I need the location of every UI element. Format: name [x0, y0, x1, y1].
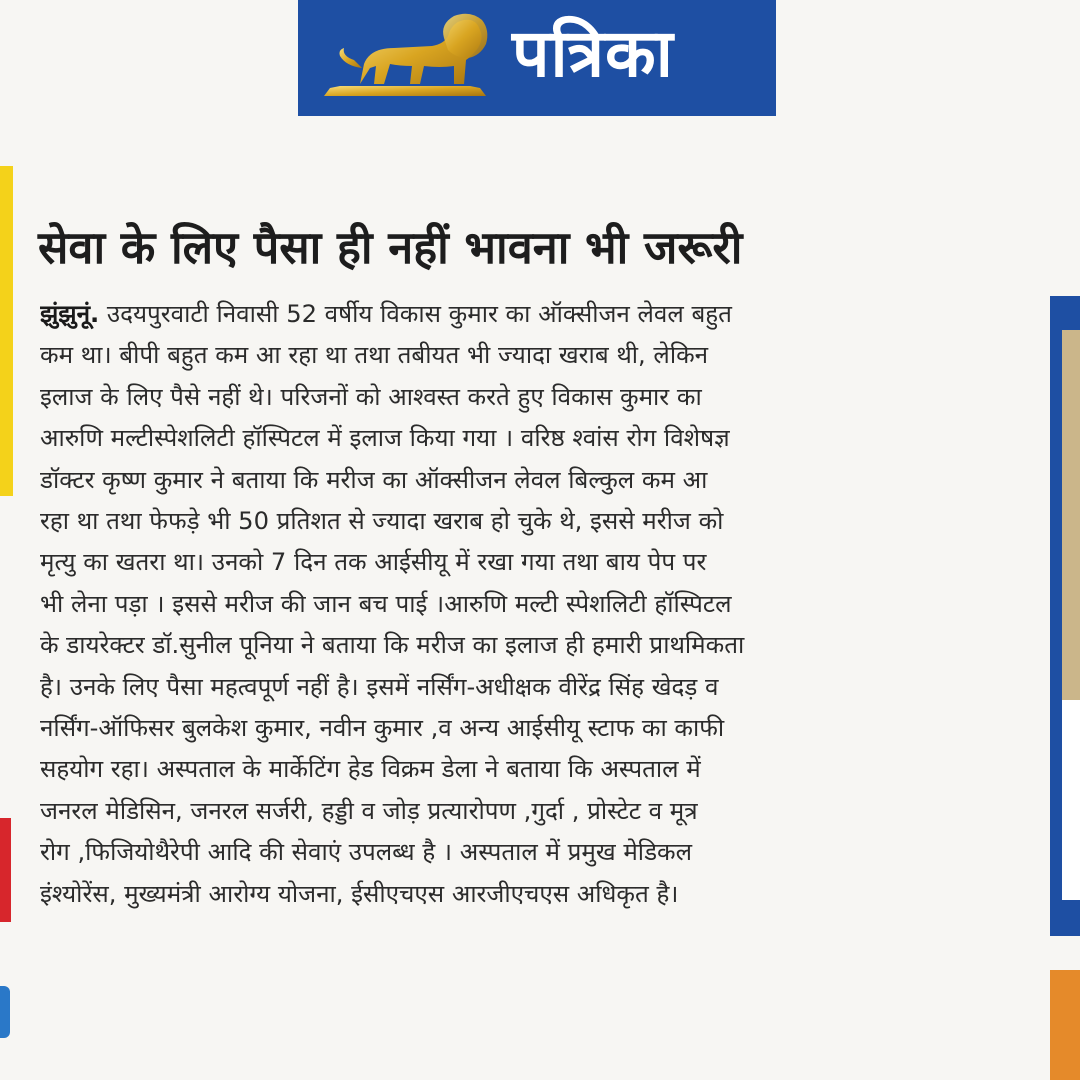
- article-line: कम था। बीपी बहुत कम आ रहा था तथा तबीयत भी ज्यादा खराब थी, लेकिन: [40, 341, 709, 370]
- brand-name: पत्रिका: [512, 15, 674, 92]
- article-line: नर्सिंग-ऑफिसर बुलकेश कुमार, नवीन कुमार ,व अन्य आईसीयू स्टाफ का काफी: [40, 714, 725, 743]
- left-edge-yellow-strip: [0, 166, 13, 496]
- left-edge-red-strip: [0, 818, 11, 922]
- article-line: [40, 294, 1042, 335]
- left-edge-blue-strip: [0, 986, 10, 1038]
- article-line: आरुणि मल्टीस्पेशलिटी हॉस्पिटल में इलाज किया गया । वरिष्ठ श्वांस रोग विशेषज्ञ: [40, 424, 730, 453]
- article-line-text: उदयपुरवाटी निवासी 52 वर्षीय विकास कुमार का ऑक्सीजन लेवल बहुत: [99, 300, 732, 328]
- article-line: भी लेना पड़ा । इससे मरीज की जान बच पाई ।आरुणि मल्टी स्पेशलिटी हॉस्पिटल: [40, 589, 732, 618]
- article-line: के डायरेक्टर डॉ.सुनील पूनिया ने बताया कि मरीज का इलाज ही हमारी प्राथमिकता: [40, 631, 745, 660]
- right-edge-orange-strip: [1050, 970, 1080, 1080]
- newspaper-masthead: [298, 0, 776, 116]
- dateline: झुंझुनूं.: [40, 300, 100, 328]
- article-line: इलाज के लिए पैसे नहीं थे। परिजनों को आश्वस्त करते हुए विकास कुमार का: [40, 382, 702, 411]
- article-headline: सेवा के लिए पैसा ही नहीं भावना भी जरूरी: [38, 221, 743, 274]
- article-body: [40, 294, 1042, 915]
- article-line: रोग ,फिजियोथैरेपी आदि की सेवाएं उपलब्ध है । अस्पताल में प्रमुख मेडिकल: [40, 838, 692, 867]
- golden-lion-icon: [320, 8, 490, 104]
- article-line: है। उनके लिए पैसा महत्वपूर्ण नहीं है। इसमें नर्सिंग-अधीक्षक वीरेंद्र सिंह खेदड़ व: [40, 672, 719, 701]
- article-line: रहा था तथा फेफड़े भी 50 प्रतिशत से ज्यादा खराब हो चुके थे, इससे मरीज को: [40, 507, 724, 536]
- right-edge-white-strip: [1062, 700, 1080, 900]
- article-line: जनरल मेडिसिन, जनरल सर्जरी, हड्डी व जोड़ प्रत्यारोपण ,गुर्दा , प्रोस्टेट व मूत्र: [40, 796, 698, 825]
- right-edge-photo-strip: [1062, 330, 1080, 700]
- article-line: इंश्योरेंस, मुख्यमंत्री आरोग्य योजना, ईसीएचएस आरजीएचएस अधिकृत है।: [40, 879, 679, 908]
- article-line: मृत्यु का खतरा था। उनको 7 दिन तक आईसीयू में रखा गया तथा बाय पेप पर: [40, 548, 707, 577]
- article-line: डॉक्टर कृष्ण कुमार ने बताया कि मरीज का ऑक्सीजन लेवल बिल्कुल कम आ: [40, 465, 708, 494]
- article-line: सहयोग रहा। अस्पताल के मार्केटिंग हेड विक्रम डेला ने बताया कि अस्पताल में: [40, 755, 701, 784]
